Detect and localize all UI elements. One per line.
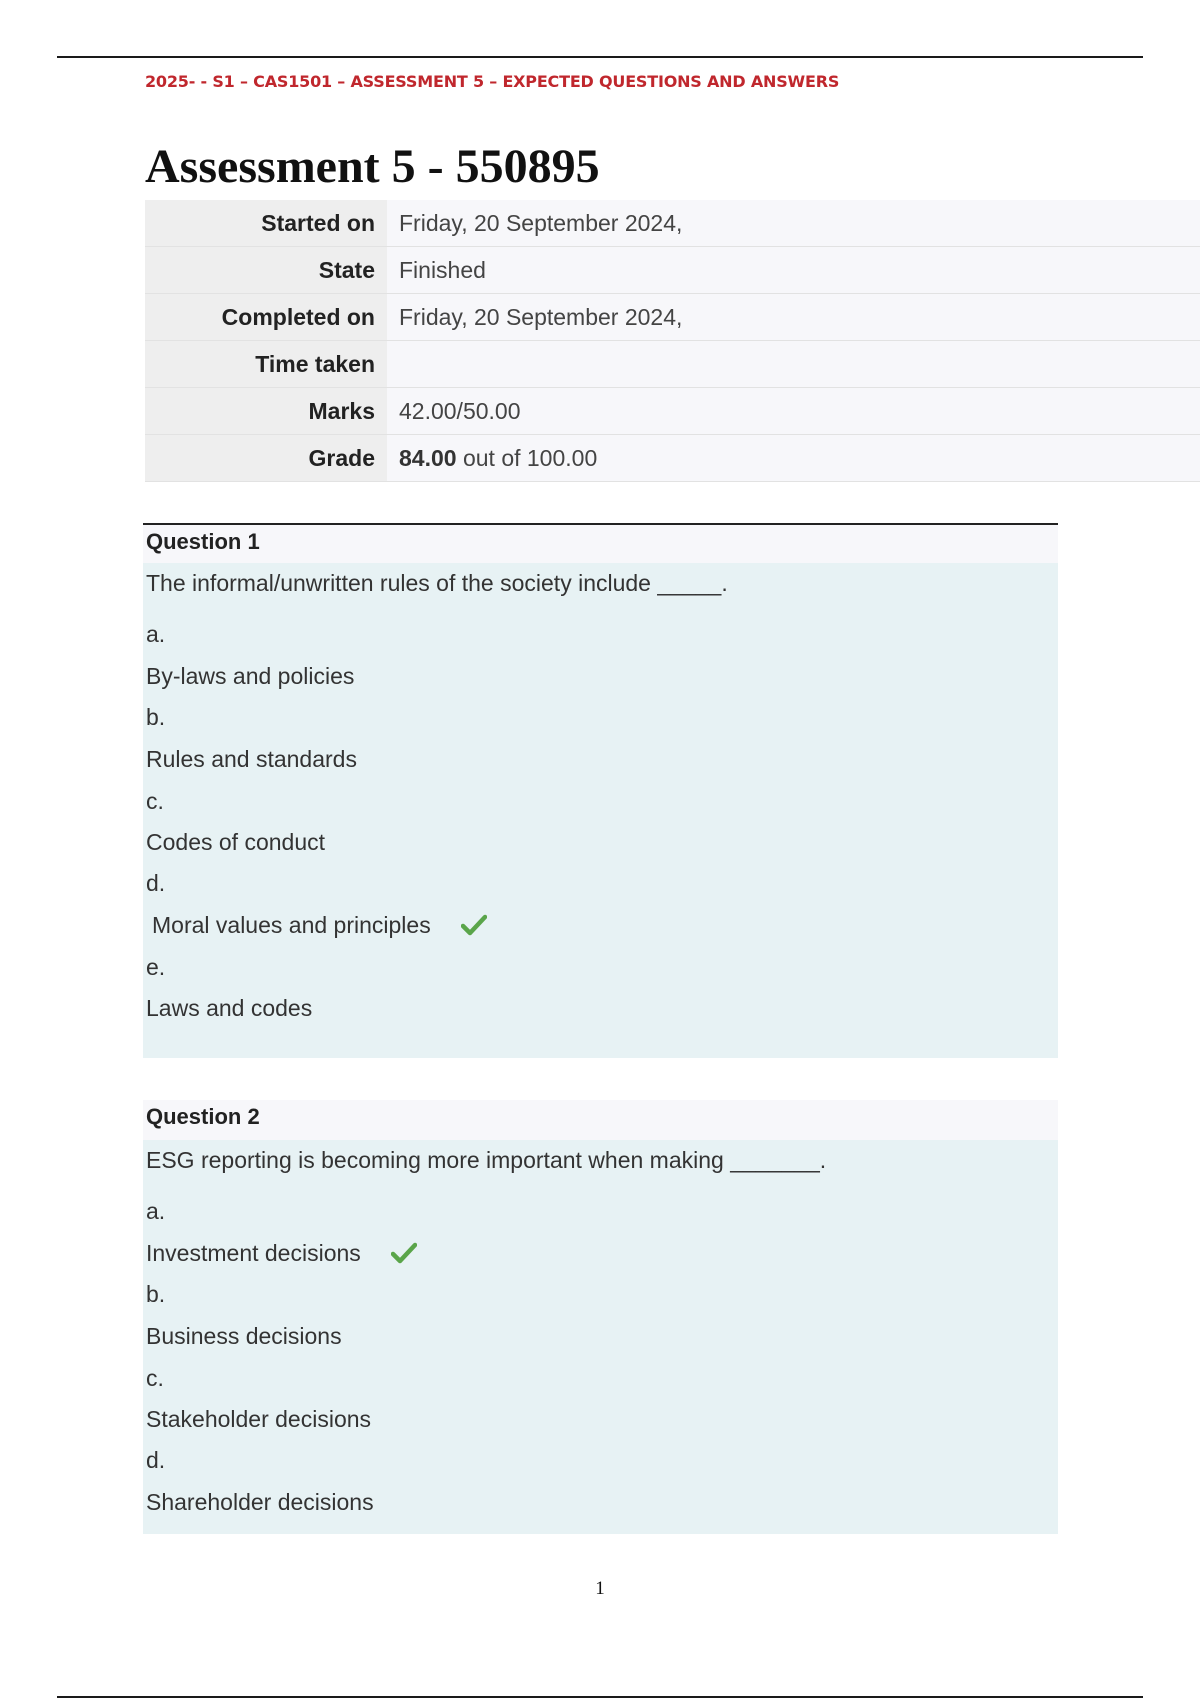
- grade-score: 84.00: [399, 444, 457, 471]
- bottom-rule: [57, 1696, 1143, 1698]
- checkmark-icon: [391, 1242, 417, 1270]
- summary-label: Started on: [145, 200, 387, 247]
- question-heading: Question 1: [143, 523, 1058, 563]
- summary-value: [387, 435, 1200, 482]
- summary-row-marks: [145, 388, 1200, 435]
- question-1: [143, 523, 1058, 1058]
- question-body: [143, 1140, 1058, 1534]
- option-text: Codes of conduct: [146, 829, 326, 855]
- question-2: [143, 1100, 1058, 1534]
- document-header: 2025- - S1 – CAS1501 – ASSESSMENT 5 – EXPECTED QUESTIONS AND ANSWERS: [145, 72, 840, 91]
- option-correct: [152, 912, 487, 942]
- option-letter: e.: [146, 954, 166, 980]
- option-text: By-laws and policies: [146, 663, 355, 689]
- summary-row-grade: [145, 435, 1200, 482]
- option-text: Investment decisions: [146, 1240, 361, 1266]
- summary-value: Friday, 20 September 2024,: [387, 200, 1200, 247]
- summary-label: Time taken: [145, 341, 387, 388]
- top-rule: [57, 56, 1143, 58]
- option-letter: c.: [146, 1365, 164, 1391]
- grade-out-of: out of 100.00: [456, 444, 598, 471]
- option-letter: b.: [146, 704, 166, 730]
- option-letter: b.: [146, 1281, 166, 1307]
- summary-label: Completed on: [145, 294, 387, 341]
- summary-row-started: [145, 200, 1200, 247]
- option-text: Moral values and principles: [152, 912, 431, 938]
- summary-value: Finished: [387, 247, 1200, 294]
- summary-label: Grade: [145, 435, 387, 482]
- summary-label: State: [145, 247, 387, 294]
- summary-value: Friday, 20 September 2024,: [387, 294, 1200, 341]
- page-number: 1: [595, 1578, 605, 1599]
- option-letter: a.: [146, 1198, 166, 1224]
- checkmark-icon: [461, 914, 487, 942]
- summary-row-time-taken: [145, 341, 1200, 388]
- option-letter: d.: [146, 870, 166, 896]
- summary-value: [387, 341, 1200, 388]
- option-correct: [146, 1240, 417, 1270]
- option-text: Stakeholder decisions: [146, 1406, 372, 1432]
- summary-row-state: [145, 247, 1200, 294]
- attempt-summary-table: [145, 200, 1200, 482]
- option-letter: a.: [146, 621, 166, 647]
- option-text: Shareholder decisions: [146, 1489, 374, 1515]
- option-letter: c.: [146, 788, 164, 814]
- question-text: The informal/unwritten rules of the society include _____.: [146, 570, 728, 596]
- option-text: Rules and standards: [146, 746, 357, 772]
- question-body: [143, 563, 1058, 1058]
- option-letter: d.: [146, 1447, 166, 1473]
- option-text: Laws and codes: [146, 995, 313, 1021]
- question-heading: Question 2: [143, 1100, 1058, 1140]
- summary-value: 42.00/50.00: [387, 388, 1200, 435]
- question-text: ESG reporting is becoming more important when making _______.: [146, 1147, 827, 1173]
- page-title: Assessment 5 - 550895: [145, 140, 600, 193]
- summary-label: Marks: [145, 388, 387, 435]
- option-text: Business decisions: [146, 1323, 342, 1349]
- summary-row-completed: [145, 294, 1200, 341]
